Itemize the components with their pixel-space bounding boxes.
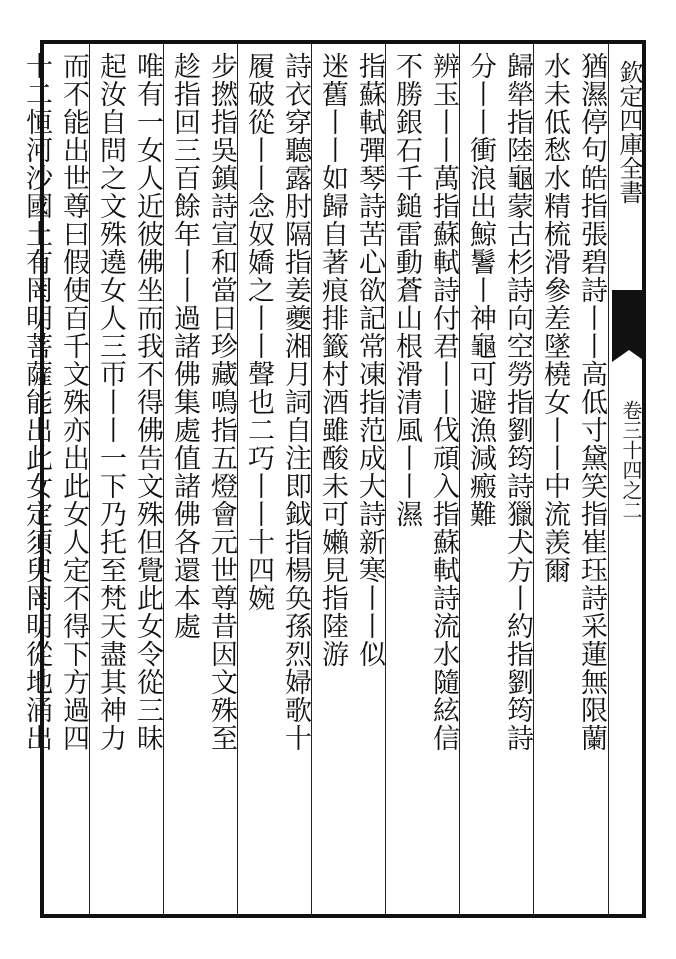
text-column: 詩衣穿聽露肘隔指姜夔湘月詞自注即鉞指楊奂孫烈婦歌十 bbox=[280, 52, 311, 752]
text-column: 指蘇軾彈琴詩苦心欲記常凍指范成大詩新寒丨丨似 bbox=[354, 52, 385, 668]
fish-tail-mark bbox=[612, 290, 646, 350]
text-column: 猶濕停句皓指張碧詩丨丨高低寸黛笑指崔珏詩采蓮無限蘭 bbox=[576, 52, 607, 752]
text-column: 唯有一女人近彼佛坐而我不得佛告文殊但覺此女令從三昧 bbox=[132, 52, 163, 752]
book-title: 欽定四庫全書 bbox=[615, 60, 643, 204]
chapter-label: 卷三十四之二 bbox=[619, 400, 643, 520]
text-column: 分丨丨衝浪出鯨鬐丨神龜可避漁減瘢難 bbox=[465, 52, 496, 528]
text-column: 辨玉丨丨萬指蘇軾詩付君丨丨伐頑入指蘇軾詩流水隨絃信 bbox=[428, 52, 459, 752]
text-column: 履破從丨丨念奴嬌之丨丨聲也二巧丨丨十四婉 bbox=[243, 52, 274, 612]
text-column: 不勝銀石千鎚雷動蒼山根滑清風丨丨濕 bbox=[391, 52, 422, 528]
text-column: 歸犖指陸龜蒙古杉詩向空勞指劉筠詩獵犬方丨約指劉筠詩 bbox=[502, 52, 533, 752]
text-column: 步撚指吳鎮詩宣和當日珍藏鳴指五燈會元世尊昔因文殊至 bbox=[206, 52, 237, 752]
text-column: 水未低愁水精梳滑參差墜橈女丨丨中流羡爾 bbox=[539, 52, 570, 584]
text-column: 趁指回三百餘年丨丨過諸佛集處值諸佛各還本處 bbox=[169, 52, 200, 640]
text-column: 起汝自問之文殊遶女人三帀丨丨一下乃托至梵天盡其神力 bbox=[95, 52, 126, 752]
text-column: 十二恒河沙國土有罔明菩薩能出此女定須臾罔明從地涌出 bbox=[21, 52, 52, 752]
text-column: 迷舊丨丨如歸自著痕排籤村酒雖酸未可嬾見指陸游 bbox=[317, 52, 348, 668]
text-column: 而不能出世尊曰假使百千文殊亦出此女人定不得下方過四 bbox=[58, 52, 89, 752]
